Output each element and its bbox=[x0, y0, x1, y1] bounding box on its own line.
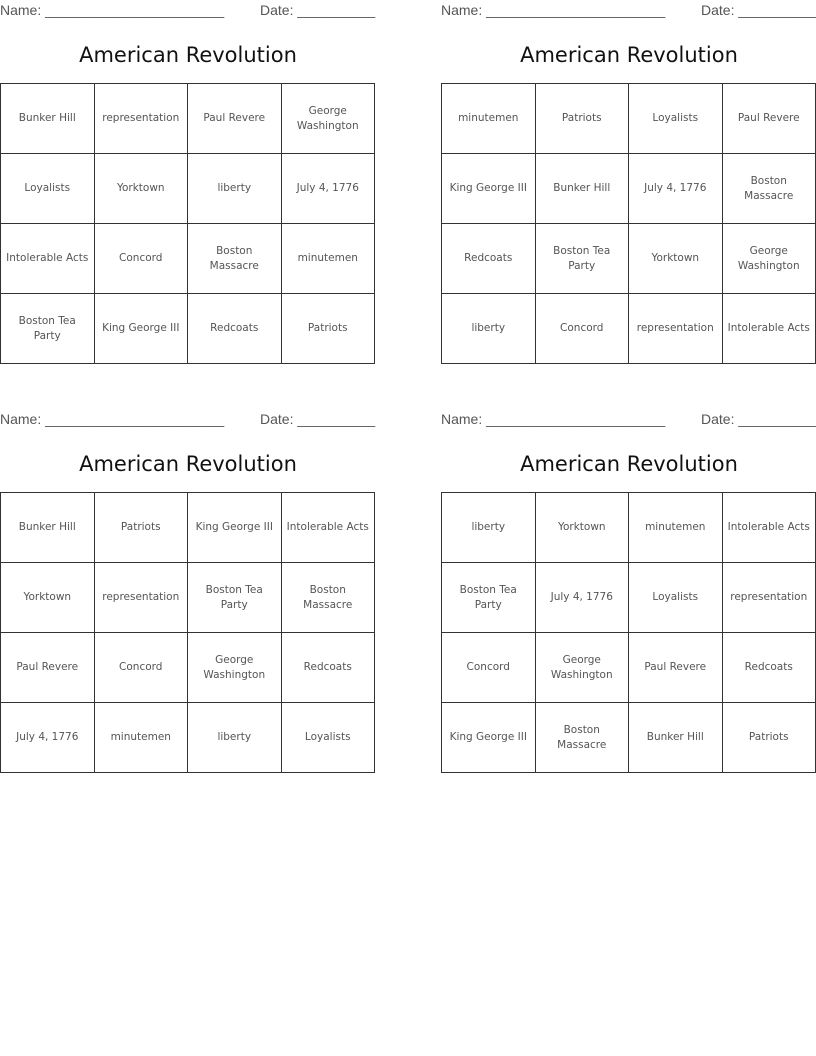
bingo-card-1 bbox=[0, 0, 376, 375]
grid-cell: Boston Tea Party bbox=[442, 563, 536, 633]
grid-cell: King George III bbox=[94, 294, 188, 364]
grid-cell: representation bbox=[722, 563, 816, 633]
grid-cell: Yorktown bbox=[535, 493, 629, 563]
grid-cell: Loyalists bbox=[629, 563, 723, 633]
grid-cell: Concord bbox=[94, 633, 188, 703]
card-title: American Revolution bbox=[520, 452, 738, 476]
grid-cell: Bunker Hill bbox=[1, 84, 95, 154]
bingo-grid bbox=[0, 83, 375, 364]
grid-cell: Intolerable Acts bbox=[281, 493, 375, 563]
grid-row bbox=[442, 563, 816, 633]
grid-cell: George Washington bbox=[188, 633, 282, 703]
grid-cell: Boston Massacre bbox=[535, 703, 629, 773]
grid-cell: Yorktown bbox=[1, 563, 95, 633]
card-header bbox=[0, 409, 376, 431]
grid-cell: liberty bbox=[442, 294, 536, 364]
grid-cell: liberty bbox=[188, 154, 282, 224]
card-title: American Revolution bbox=[79, 452, 297, 476]
grid-cell: Bunker Hill bbox=[629, 703, 723, 773]
grid-cell: Intolerable Acts bbox=[1, 224, 95, 294]
grid-cell: Concord bbox=[94, 224, 188, 294]
grid-cell: Boston Tea Party bbox=[188, 563, 282, 633]
grid-cell: Patriots bbox=[281, 294, 375, 364]
grid-cell: Patriots bbox=[535, 84, 629, 154]
grid-row bbox=[442, 703, 816, 773]
grid-cell: Boston Tea Party bbox=[535, 224, 629, 294]
grid-row bbox=[442, 224, 816, 294]
grid-cell: minutemen bbox=[94, 703, 188, 773]
grid-row bbox=[442, 493, 816, 563]
name-line: Name: _______________________ bbox=[0, 411, 225, 427]
grid-cell: representation bbox=[629, 294, 723, 364]
grid-cell: George Washington bbox=[535, 633, 629, 703]
date-line: Date: __________ bbox=[701, 411, 816, 427]
bingo-grid bbox=[441, 492, 816, 773]
grid-cell: minutemen bbox=[629, 493, 723, 563]
grid-cell: Intolerable Acts bbox=[722, 294, 816, 364]
grid-row bbox=[442, 154, 816, 224]
grid-cell: George Washington bbox=[722, 224, 816, 294]
grid-row bbox=[442, 84, 816, 154]
grid-cell: Patriots bbox=[94, 493, 188, 563]
grid-cell: Redcoats bbox=[281, 633, 375, 703]
grid-cell: Redcoats bbox=[722, 633, 816, 703]
card-header bbox=[0, 0, 376, 22]
grid-row bbox=[1, 703, 375, 773]
date-line: Date: __________ bbox=[260, 411, 376, 427]
grid-cell: Paul Revere bbox=[629, 633, 723, 703]
bingo-grid bbox=[0, 492, 375, 773]
date-line: Date: __________ bbox=[260, 2, 376, 18]
grid-cell: July 4, 1776 bbox=[281, 154, 375, 224]
grid-cell: George Washington bbox=[281, 84, 375, 154]
grid-row bbox=[1, 84, 375, 154]
name-line: Name: _______________________ bbox=[0, 2, 225, 18]
grid-cell: Redcoats bbox=[188, 294, 282, 364]
grid-row bbox=[442, 633, 816, 703]
grid-row bbox=[1, 563, 375, 633]
grid-cell: Paul Revere bbox=[1, 633, 95, 703]
grid-cell: King George III bbox=[188, 493, 282, 563]
grid-cell: Boston Massacre bbox=[281, 563, 375, 633]
grid-cell: Intolerable Acts bbox=[722, 493, 816, 563]
grid-row bbox=[1, 493, 375, 563]
grid-cell: July 4, 1776 bbox=[629, 154, 723, 224]
name-line: Name: _______________________ bbox=[441, 2, 666, 18]
name-line: Name: _______________________ bbox=[441, 411, 666, 427]
grid-cell: King George III bbox=[442, 703, 536, 773]
grid-cell: July 4, 1776 bbox=[535, 563, 629, 633]
grid-row bbox=[1, 633, 375, 703]
grid-cell: Yorktown bbox=[629, 224, 723, 294]
card-title: American Revolution bbox=[520, 43, 738, 67]
bingo-card-3 bbox=[0, 409, 376, 784]
grid-row bbox=[1, 224, 375, 294]
bingo-card-4 bbox=[441, 409, 816, 784]
grid-cell: Boston Tea Party bbox=[1, 294, 95, 364]
grid-cell: Boston Massacre bbox=[722, 154, 816, 224]
grid-cell: Yorktown bbox=[94, 154, 188, 224]
grid-cell: Loyalists bbox=[629, 84, 723, 154]
date-line: Date: __________ bbox=[701, 2, 816, 18]
card-header bbox=[441, 409, 816, 431]
bingo-grid bbox=[441, 83, 816, 364]
grid-cell: Paul Revere bbox=[722, 84, 816, 154]
grid-cell: Paul Revere bbox=[188, 84, 282, 154]
card-header bbox=[441, 0, 816, 22]
grid-cell: Loyalists bbox=[281, 703, 375, 773]
grid-cell: liberty bbox=[188, 703, 282, 773]
grid-cell: minutemen bbox=[442, 84, 536, 154]
grid-cell: Redcoats bbox=[442, 224, 536, 294]
grid-cell: July 4, 1776 bbox=[1, 703, 95, 773]
card-title: American Revolution bbox=[79, 43, 297, 67]
grid-row bbox=[442, 294, 816, 364]
grid-cell: representation bbox=[94, 84, 188, 154]
grid-cell: Concord bbox=[535, 294, 629, 364]
grid-cell: Loyalists bbox=[1, 154, 95, 224]
grid-row bbox=[1, 294, 375, 364]
grid-cell: Bunker Hill bbox=[535, 154, 629, 224]
bingo-card-2 bbox=[441, 0, 816, 375]
grid-row bbox=[1, 154, 375, 224]
grid-cell: liberty bbox=[442, 493, 536, 563]
grid-cell: Bunker Hill bbox=[1, 493, 95, 563]
grid-cell: King George III bbox=[442, 154, 536, 224]
grid-cell: Boston Massacre bbox=[188, 224, 282, 294]
grid-cell: Patriots bbox=[722, 703, 816, 773]
grid-cell: Concord bbox=[442, 633, 536, 703]
grid-cell: minutemen bbox=[281, 224, 375, 294]
grid-cell: representation bbox=[94, 563, 188, 633]
